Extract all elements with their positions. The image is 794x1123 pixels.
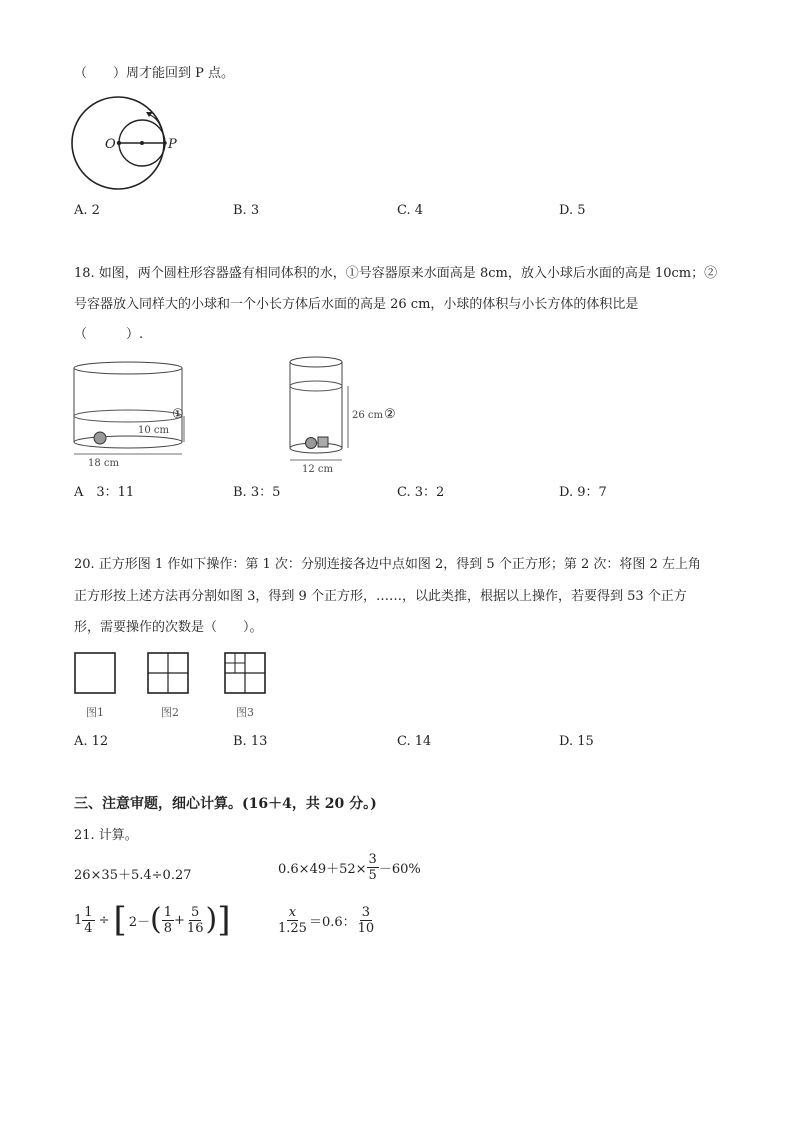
q20-caption-3: 图3	[236, 706, 254, 719]
expr2-frac-num: 3	[368, 852, 377, 867]
q21-label: 21. 计算。	[74, 828, 138, 843]
q17-option-a: A. 2	[74, 203, 100, 218]
expr4-f-den: 1.25	[278, 921, 307, 936]
expr3-f2-num: 1	[163, 904, 173, 920]
q18-option-d: D. 9：7	[559, 485, 607, 500]
q18-option-b: B. 3：5	[233, 485, 281, 500]
q17-option-b: B. 3	[233, 203, 260, 218]
container1-ball	[94, 432, 106, 444]
expr3-f1-den: 4	[84, 920, 93, 936]
point-p	[163, 141, 167, 145]
expr3-bracket-close: ]	[217, 900, 231, 940]
expr2-fraction	[367, 852, 379, 883]
fig1-square	[75, 653, 115, 693]
q20-stem-line2: 正方形按上述方法再分割如图 3，得到 9 个正方形，……，以此类推，根据以上操作，若要得到 53 个正方	[74, 589, 687, 604]
container2-top	[290, 357, 342, 367]
point-o	[117, 141, 121, 145]
q21-expression-3	[74, 900, 231, 940]
q18-option-c: C. 3：2	[397, 485, 445, 500]
container1-top	[74, 362, 182, 374]
q21-expression-2	[278, 852, 421, 883]
container2-mark: ②	[384, 407, 396, 422]
q20-figure-2	[147, 652, 189, 694]
q17-stem-tail: （ ）周才能回到 P 点。	[74, 66, 235, 81]
q20-caption-2: 图2	[161, 706, 179, 719]
q18-container-2-figure	[286, 352, 396, 474]
expr3-fraction-3	[185, 905, 206, 936]
q20-figure-3	[224, 652, 266, 694]
label-p: P	[168, 137, 177, 152]
q18-option-a: A 3：11	[74, 485, 135, 500]
label-o: O	[105, 137, 116, 152]
expr3-plus: +	[174, 912, 185, 928]
q20-stem-line1: 20. 正方形图 1 作如下操作：第 1 次：分别连接各边中点如图 2，得到 5 个正方形；第 2 次：将图 2 左上角	[74, 557, 701, 572]
q18-stem-line2: 号容器放入同样大的小球和一个小长方体后水面的高是 26 cm，小球的体积与小长方体的体积比是	[74, 297, 639, 312]
q20-caption-1: 图1	[86, 706, 104, 719]
expr3-paren-open: (	[150, 902, 162, 937]
container2-ball	[306, 438, 317, 449]
q18-container-1-figure	[68, 358, 198, 474]
container1-width-label: 18 cm	[88, 458, 119, 469]
q18-stem-line1: 18. 如图，两个圆柱形容器盛有相同体积的水，①号容器原来水面高是 8cm，放入小球后水面的高是 10cm；②	[74, 266, 718, 281]
expr3-f2-den: 8	[163, 920, 173, 936]
expr3-f1-num: 1	[84, 904, 93, 920]
container1-bottom	[74, 436, 182, 448]
expr2-prefix: 0.6×49＋52×	[278, 862, 367, 877]
q20-option-b: B. 13	[233, 734, 268, 749]
expr3-whole: 1	[74, 912, 83, 928]
expr3-divide: ÷	[98, 912, 110, 928]
q17-option-d: D. 5	[559, 203, 586, 218]
container1-mark: ①	[172, 407, 184, 422]
q21-expression-1: 26×35＋5.4÷0.27	[74, 868, 192, 883]
expr4-r-num: 3	[361, 905, 371, 920]
container2-width-label: 12 cm	[302, 464, 333, 475]
expr4-r-den: 10	[357, 921, 375, 936]
container2-cuboid	[318, 437, 328, 447]
q20-option-a: A. 12	[74, 734, 109, 749]
expr3-paren-close: )	[205, 902, 218, 937]
section3-heading: 三、注意审题，细心计算。(16＋4，共 20 分。)	[74, 796, 377, 812]
container2-height-label: 26 cm	[352, 410, 383, 421]
container1-water-surface	[74, 410, 182, 422]
q21-expression-4	[276, 905, 376, 936]
q17-circles-figure	[70, 96, 190, 192]
expr3-fraction-1	[82, 905, 94, 936]
q20-stem-line3: 形，需要操作的次数是（ ）。	[74, 620, 263, 635]
expr2-suffix: －60%	[378, 862, 421, 877]
container2-water-surface	[290, 381, 342, 391]
expr3-f3-num: 5	[191, 904, 200, 920]
q20-option-d: D. 15	[559, 734, 594, 749]
expr3-inner-start: 2－	[128, 914, 151, 930]
expr4-fraction-left	[276, 905, 309, 936]
expr4-fraction-right	[356, 905, 377, 936]
q20-figure-1	[74, 652, 116, 694]
container1-height-label: 10 cm	[138, 425, 169, 436]
q17-option-c: C. 4	[397, 203, 424, 218]
q18-stem-line3: （ ）.	[74, 327, 144, 342]
expr3-fraction-2	[162, 905, 174, 936]
center-dot	[140, 141, 144, 145]
expr4-middle: ＝0.6：	[308, 915, 356, 930]
q20-option-c: C. 14	[397, 734, 432, 749]
expr2-frac-den: 5	[368, 868, 377, 883]
expr4-f-num: x	[288, 905, 297, 920]
expr3-f3-den: 16	[186, 920, 204, 936]
expr3-bracket-open: [	[113, 900, 127, 940]
